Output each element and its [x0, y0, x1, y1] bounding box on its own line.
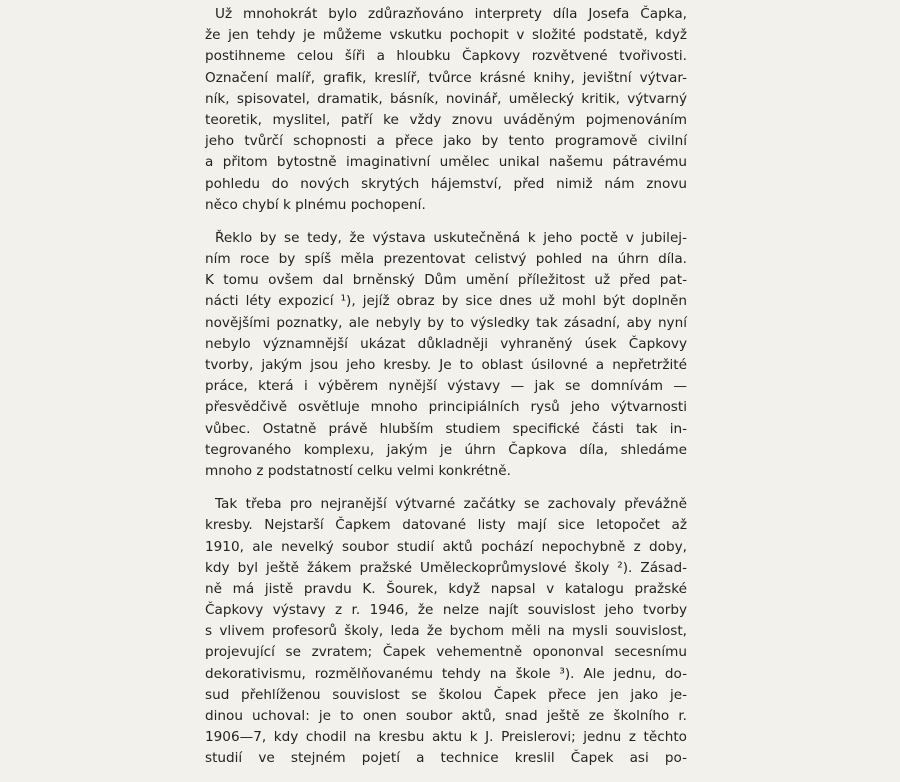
- text-line: 1910, ale nevelký soubor studií aktů pochází nepochybně z doby,: [205, 538, 687, 555]
- text-line: postihneme celou šíři a hloubku Čapkovy rozvětvené tvořivosti.: [205, 48, 687, 65]
- text-line: s vlivem profesorů školy, leda že bychom měli na mysli souvislost,: [205, 623, 687, 640]
- text-line: že jen tehdy je můžeme vskutku pochopit v složité podstatě, když: [205, 27, 687, 44]
- text-line: teoretik, myslitel, patří ke vždy znovu uváděným pojmenováním: [205, 111, 687, 128]
- text-line: kdy byl ještě žákem pražské Uměleckoprůmyslové školy ²). Zásad-: [205, 559, 687, 576]
- text-line: nácti léty expozicí ¹), jejíž obraz by sice dnes už mohl být doplněn: [205, 293, 687, 310]
- text-line: dinou uchoval: je to onen soubor aktů, snad ještě ze školního r.: [205, 708, 687, 724]
- text-line: projevující se zvratem; Čapek vehementně opononval secesnímu: [205, 644, 687, 661]
- text-line: přesvědčivě osvětluje mnoho principiálních rysů jeho výtvarnosti: [205, 399, 687, 416]
- paragraph-3: [205, 494, 687, 769]
- text-line: mnoho z podstatností celku velmi konkrétně.: [205, 462, 511, 479]
- text-line: kresby. Nejstarší Čapkem datované listy mají sice letopočet až: [205, 517, 687, 534]
- text-line: novějšími poznatky, ale nebyly by to výsledky tak zásadní, aby nyní: [205, 314, 687, 331]
- text-line: dekorativismu, rozmělňovanému tehdy na škole ³). Ale jednu, do-: [205, 665, 687, 682]
- text-line: sud přehlíženou souvislost se školou Čapek přece jen jako je-: [205, 686, 687, 703]
- text-line: Označení malíř, grafik, kreslíř, tvůrce krásné knihy, jevištní výtvar-: [205, 69, 687, 86]
- text-line: práce, která i výběrem nynější výstavy — jak se domnívám —: [205, 378, 687, 395]
- text-line: vůbec. Ostatně právě hlubším studiem specifické části tak in-: [205, 420, 687, 437]
- text-line: tegrovaného komplexu, jakým je úhrn Čapkova díla, shledáme: [205, 441, 687, 458]
- text-line: něco chybí k plnému pochopení.: [205, 196, 426, 213]
- text-line: pohledu do nových skrytých hájemství, před nimiž nám znovu: [205, 175, 687, 192]
- text-line: ně má jistě pravdu K. Šourek, když napsal v katalogu pražské: [205, 580, 687, 597]
- text-line: Čapkovy výstavy z r. 1946, že nelze najít souvislost jeho tvorby: [205, 602, 687, 619]
- text-line: K tomu ovšem dal brněnský Dům umění příležitost už před pat-: [205, 272, 687, 289]
- text-line: Už mnohokrát bylo zdůrazňováno interprety díla Josefa Čapka,: [215, 6, 687, 22]
- paragraph-2: [205, 228, 687, 482]
- paragraph-1: [205, 4, 687, 216]
- text-line: Řeklo by se tedy, že výstava uskutečněná k jeho poctě v jubilej-: [215, 229, 687, 246]
- text-line: tvorby, jakým jsou jeho kresby. Je to oblast úsilovné a nepřetržité: [205, 357, 687, 373]
- text-line: a přitom bytostně imaginativní umělec unikal našemu pátravému: [205, 154, 687, 171]
- text-line: Tak třeba pro nejranější výtvarné začátky se zachovaly převážně: [215, 496, 687, 513]
- text-column: [205, 0, 687, 782]
- text-line: ním roce by spíš měla prezentovat celistvý pohled na úhrn díla.: [205, 251, 687, 268]
- text-line: jeho tvůrčí schopnosti a přece jako by tento programově civilní: [205, 133, 687, 150]
- text-line: ník, spisovatel, dramatik, básník, novinář, umělecký kritik, výtvarný: [205, 90, 687, 107]
- text-line: studií ve stejném pojetí a technice kreslil Čapek asi po-: [205, 750, 687, 767]
- text-line: 1906—7, kdy chodil na kresbu aktu k J. Preislerovi; jednu z těchto: [205, 729, 687, 746]
- text-line: nebylo významnější ukázat důkladněji vyhraněný úsek Čapkovy: [205, 335, 687, 352]
